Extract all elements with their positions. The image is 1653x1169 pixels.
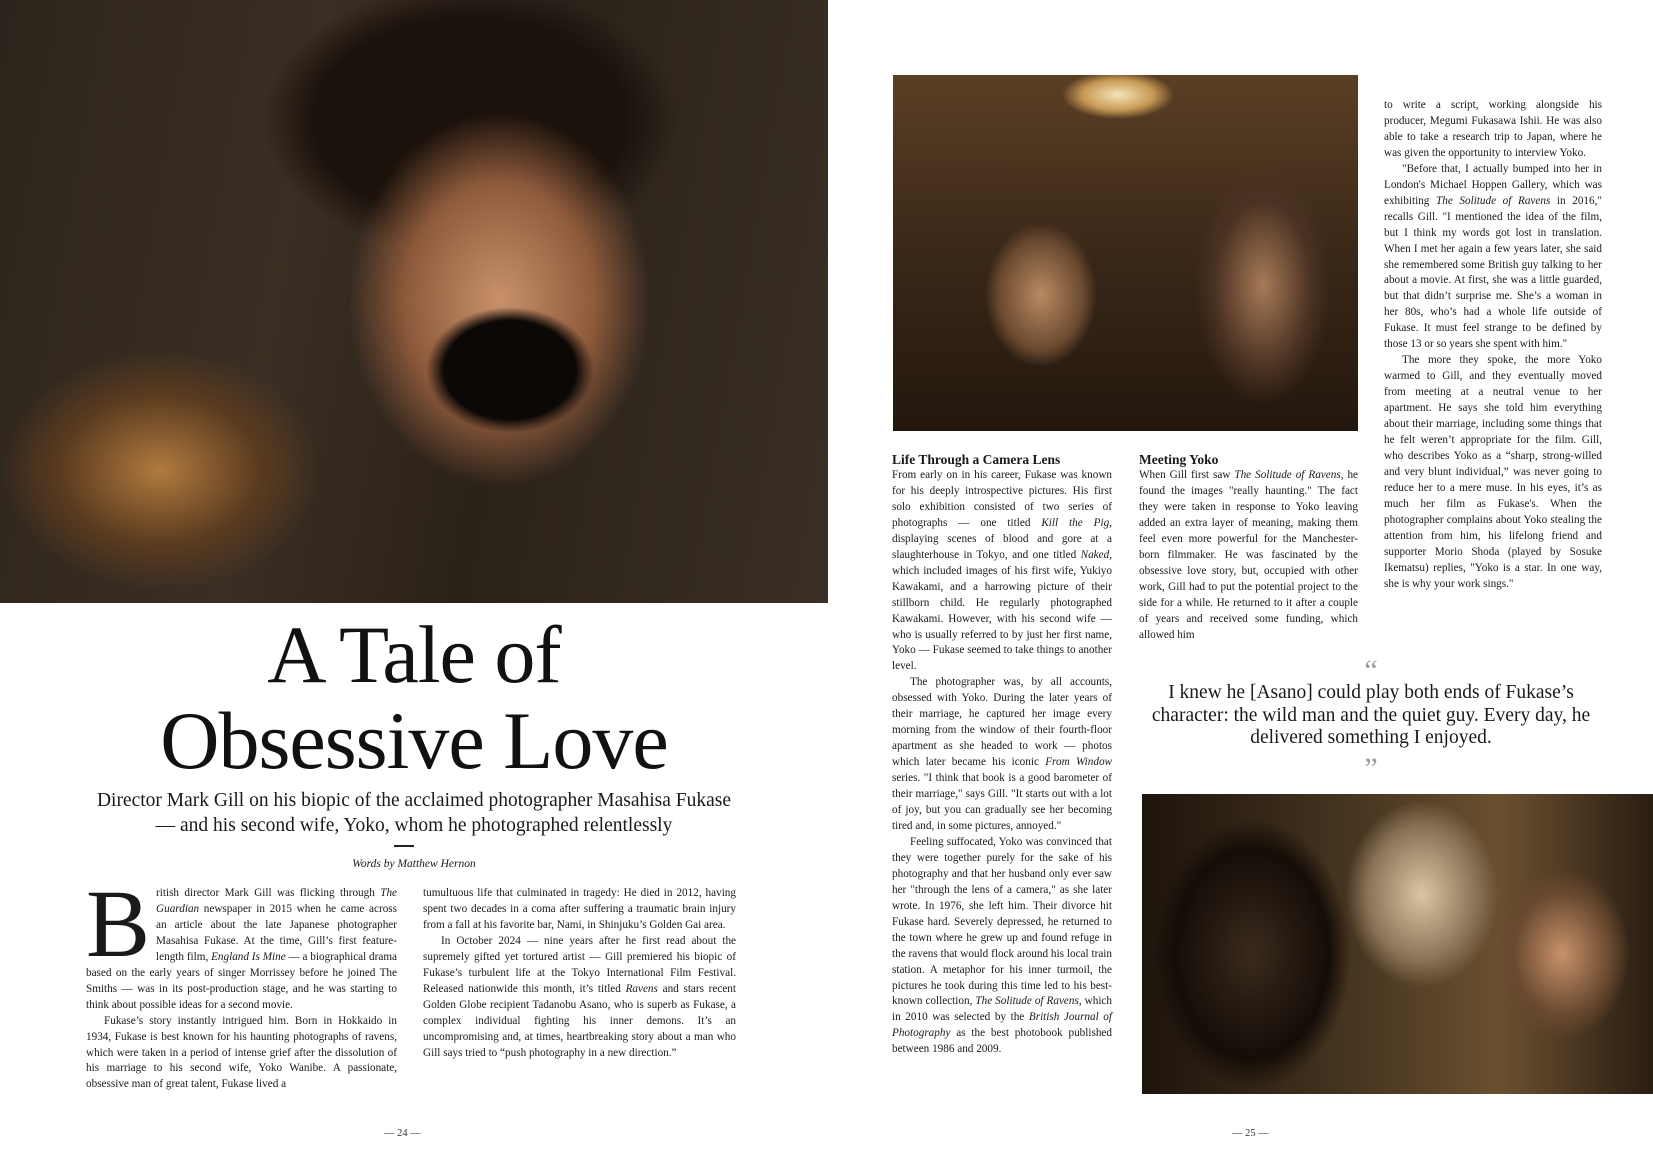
pull-quote <box>1142 654 1600 785</box>
paragraph: In October 2024 — nine years after he first read about the supremely gifted yet tortured artist — Gill premiered his biopic of Fukase’s turbulent life at the Tokyo International Film Festival. Released nationwide this month, it’s titled Ravens and stars recent Golden Globe recipient Tadanobu Asano, who is superb as Fukase, a complex individual fighting his inner demons. It’s an uncompromising and, at times, heartbreaking story about a man who Gill says tried to “push photography in a new direction.” <box>423 934 737 1059</box>
open-quote-icon: “ <box>1364 654 1378 687</box>
body-column-5 <box>1384 98 1602 593</box>
section-heading: Life Through a Camera Lens <box>892 452 1061 467</box>
article-headline <box>60 609 768 786</box>
byline: Words by Matthew Hernon <box>352 858 476 870</box>
paragraph: to write a script, working alongside his producer, Megumi Fukasawa Ishii. He was also able to take a research trip to Japan, where he was given the opportunity to interview Yoko. <box>1384 99 1602 159</box>
close-quote-icon: ” <box>1364 751 1378 785</box>
section-heading: Meeting Yoko <box>1139 452 1219 467</box>
paragraph: When Gill first saw The Solitude of Ravens, he found the images "really haunting." The fact they were taken in response to Yoko leaving added an extra layer of meaning, making them feel even more powerful for the Manchester-born filmmaker. He was fascinated by the obsessive love story, but, occupied with other work, Gill had to put the potential project to the side for a while. He returned to it after a couple of years and received some funding, which allowed him <box>1139 469 1358 641</box>
body-column-4 <box>1139 451 1358 643</box>
body-column-2 <box>423 886 736 1061</box>
standfirst-line-2: — and his second wife, Yoko, whom he photographed relentlessly <box>155 815 673 836</box>
divider-rule <box>394 845 414 847</box>
paragraph: From early on in his career, Fukase was known for his deeply introspective pictures. His first solo exhibition consisted of two series of photographs — one titled Kill the Pig, displaying scenes of blood and gore at a slaughterhouse in Tokyo, and one titled Naked, which included images of his first wife, Yukiyo Kawakami, and a harrowing picture of their stillborn child. He regularly photographed Kawakami. However, with his second wife — who is usually referred to by just her first name, Yoko — Fukase seemed to take things to another level. <box>892 469 1112 673</box>
paragraph: tumultuous life that culminated in tragedy: He died in 2012, having spent two decades in a coma after suffering a traumatic brain injury from a fall at his favorite bar, Nami, in Shinjuku’s Golden Gai area. <box>423 887 736 931</box>
drop-cap: B <box>86 870 151 977</box>
hero-photo-fukase-shouting <box>0 0 828 603</box>
paragraph: "Before that, I actually bumped into her in London's Michael Hoppen Gallery, which was exhibiting The Solitude of Ravens in 2016," recalls Gill. "I mentioned the idea of the film, but I think my words got lost in translation. When I met her again a few years later, she said she remembered some British guy talking to her about a movie. At first, she was a little guarded, but that didn’t surprise me. She’s a woman in her 80s, who’s had a whole life outside of Fukase. It must feel strange to be defined by those 13 or so years she spent with him." <box>1384 162 1602 351</box>
body-column-3 <box>892 451 1112 1058</box>
body-column-1 <box>86 870 397 1093</box>
headline-line-1: A Tale of <box>267 609 561 700</box>
page-number-right: — 25 — <box>1232 1128 1269 1139</box>
paragraph: The more they spoke, the more Yoko warmed to Gill, and they eventually moved from meeting at a neutral venue to her apartment. He says she told him everything about their marriage, including some things that he felt weren’t appropriate for the film. Gill, who describes Yoko as a “sharp, strong-willed and very blunt individual,” was never going to reduce her to a mere muse. In his eyes, it’s as much her film as Fukase's. When the photographer complains about Yoko stealing the attention from him, his lifelong friend and supporter Morio Shoda (played by Sosuke Ikematsu) replies, "Yoko is a star. In one way, she is why your work sings." <box>1384 354 1602 590</box>
paragraph: Fukase’s story instantly intrigued him. Born in Hokkaido in 1934, Fukase is best known for his haunting photographs of ravens, which were taken in a period of intense grief after the dissolution of his marriage to his second wife, Yoko Wanibe. A passionate, obsessive man of great talent, Fukase lived a <box>86 1014 397 1091</box>
paragraph: British director Mark Gill was flicking through The Guardian newspaper in 2015 when he came across an article about the late Japanese photographer Masahisa Fukase. At the time, Gill’s first feature-length film, England Is Mine — a biographical drama based on the early years of singer Morrissey before he joined The Smiths — was in its post-production stage, and he was starting to think about possible ideas for a second movie. <box>86 870 397 1011</box>
photo-bar-scene <box>893 75 1358 431</box>
standfirst <box>80 788 748 838</box>
photo-mirror-portrait-scene <box>1142 794 1653 1094</box>
pull-quote-text: I knew he [Asano] could play both ends of Fukase’s character: the wild man and the quiet guy. Every day, he delivered something I enjoyed. <box>1151 682 1591 748</box>
paragraph: Feeling suffocated, Yoko was convinced that they were together purely for the sake of his photography and that her husband only ever saw her "through the lens of a camera," as she later wrote. In 1976, she left him. Their divorce hit Fukase hard. Severely depressed, he returned to the town where he grew up and found refuge in the ravens that would flock around his local train station. A metaphor for his inner turmoil, the pictures he took during this time led to his best-known collection, The Solitude of Ravens, which in 2010 was selected by the British Journal of Photography as the best photobook published between 1986 and 2009. <box>892 835 1113 1056</box>
standfirst-line-1: Director Mark Gill on his biopic of the acclaimed photographer Masahisa Fukase <box>96 790 732 811</box>
page-number-left: — 24 — <box>384 1128 421 1139</box>
headline-line-2: Obsessive Love <box>160 695 668 786</box>
paragraph: The photographer was, by all accounts, obsessed with Yoko. During the later years of their marriage, he captured her image every morning from the window of their fourth-floor apartment as she headed to work — photos which later became his iconic From Window series. "I think that book is a good barometer of their marriage," says Gill. "It starts out with a lot of joy, but you can gradually see her becoming tired and, in some pictures, annoyed." <box>892 676 1113 832</box>
